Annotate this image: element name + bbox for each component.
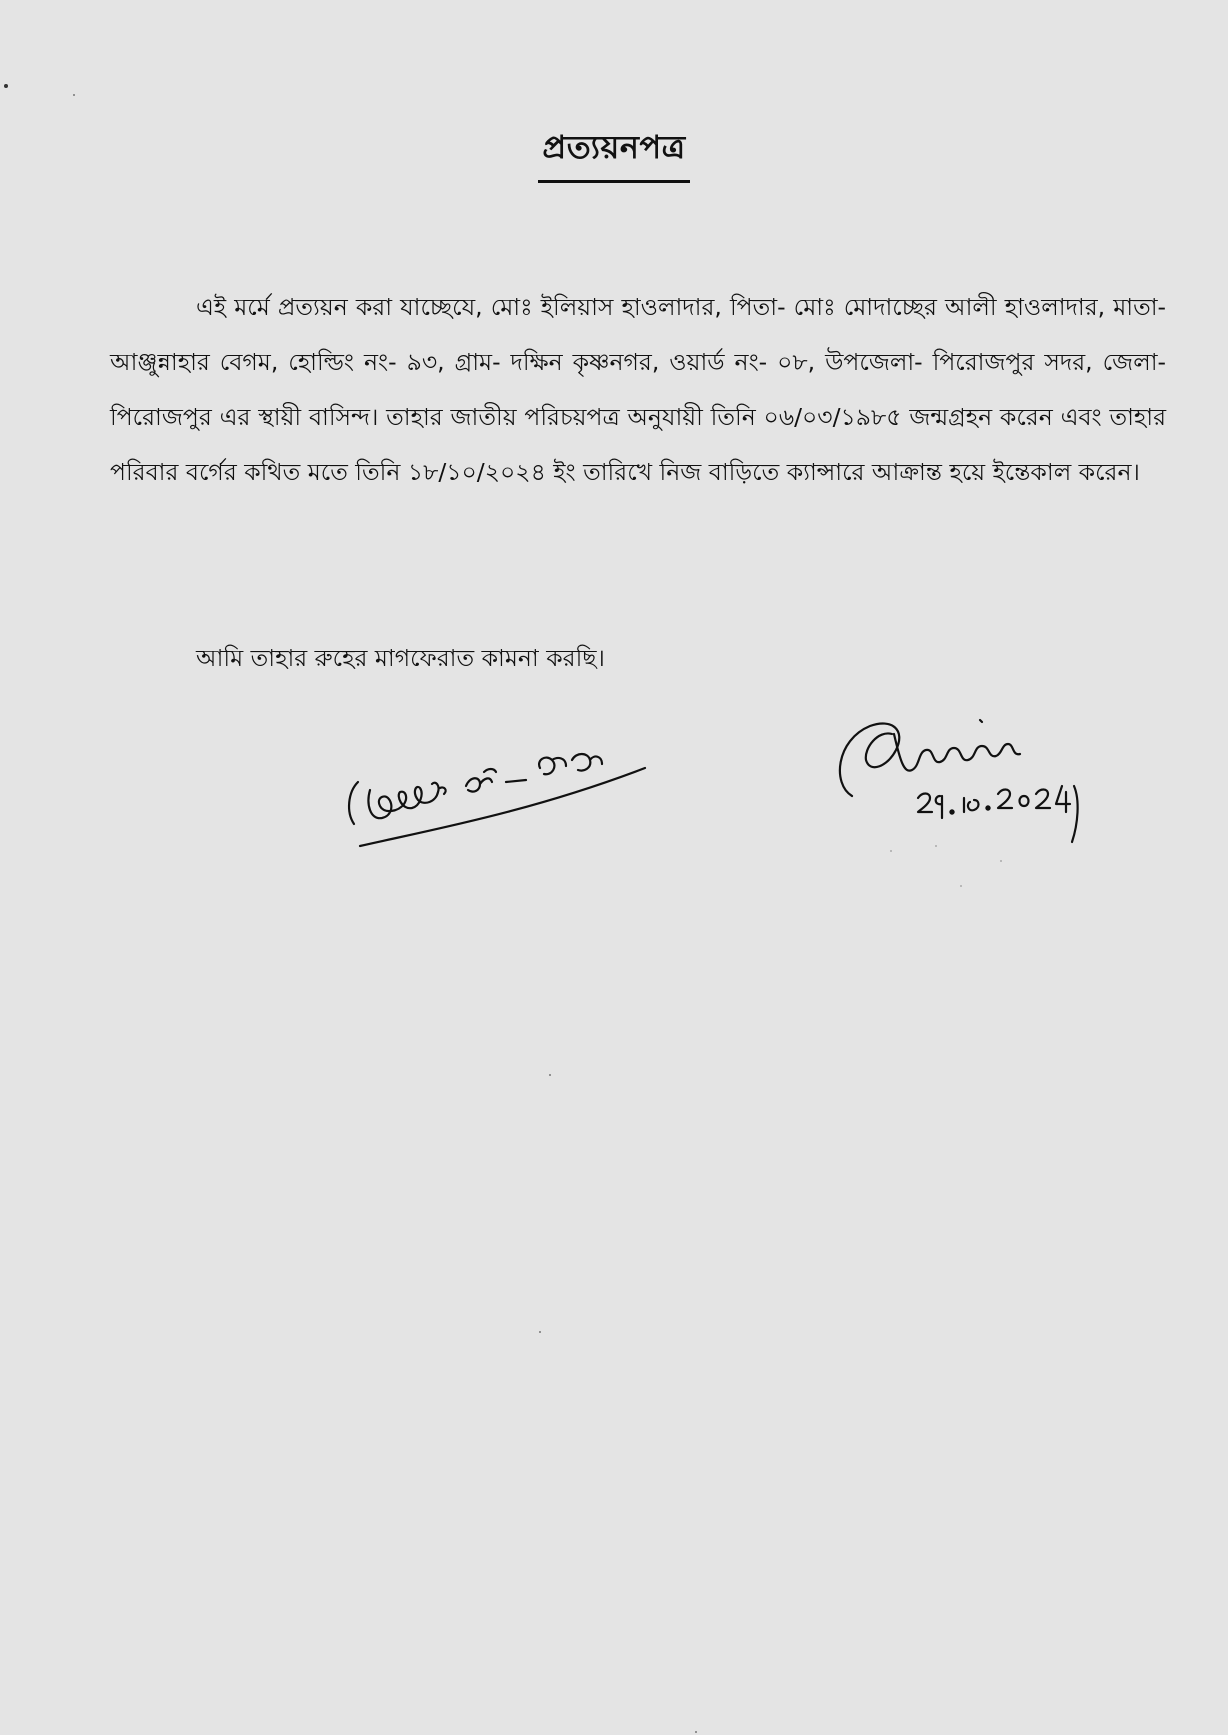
right-signature-with-date [830, 700, 1100, 880]
scan-speck [4, 84, 8, 88]
scan-speck [539, 1331, 541, 1333]
prayer-line: আমি তাহার রুহের মাগফেরাত কামনা করছি। [196, 644, 605, 672]
scan-speck [549, 1074, 551, 1076]
scan-speck [960, 885, 962, 887]
scan-speck [935, 845, 937, 847]
scan-speck [1000, 860, 1002, 862]
certificate-body-paragraph: এই মর্মে প্রত্যয়ন করা যাচ্ছেযে, মোঃ ইলিয়াস হাওলাদার, পিতা- মোঃ মোদাচ্ছের আলী হাওলাদার, মাতা- আঞ্জুন্নাহার বেগম, হোল্ডিং নং- ৯৩, গ্রাম- দক্ষিন কৃষ্ণনগর, ওয়ার্ড নং- ০৮, উপজেলা- পিরোজপুর সদর, জেলা- পিরোজপুর এর স্থায়ী বাসিন্দ। তাহার জাতীয় পরিচয়পত্র অনুযায়ী তিনি ০৬/০৩/১৯৮৫ জন্মগ্রহন করেন এবং তাহার পরিবার বর্গের কথিত মতে তিনি ১৮/১০/২০২৪ ইং তারিখে নিজ বাড়িতে ক্যান্সারে আক্রান্ত হয়ে ইন্তেকাল করেন। [110, 293, 1166, 486]
document-title-wrap [0, 122, 1228, 183]
document-title: প্রত্যয়নপত্র [538, 122, 689, 183]
scan-speck [890, 850, 892, 852]
left-handwritten-signature [340, 720, 660, 850]
scan-speck [73, 94, 75, 96]
scan-speck [695, 1731, 697, 1733]
